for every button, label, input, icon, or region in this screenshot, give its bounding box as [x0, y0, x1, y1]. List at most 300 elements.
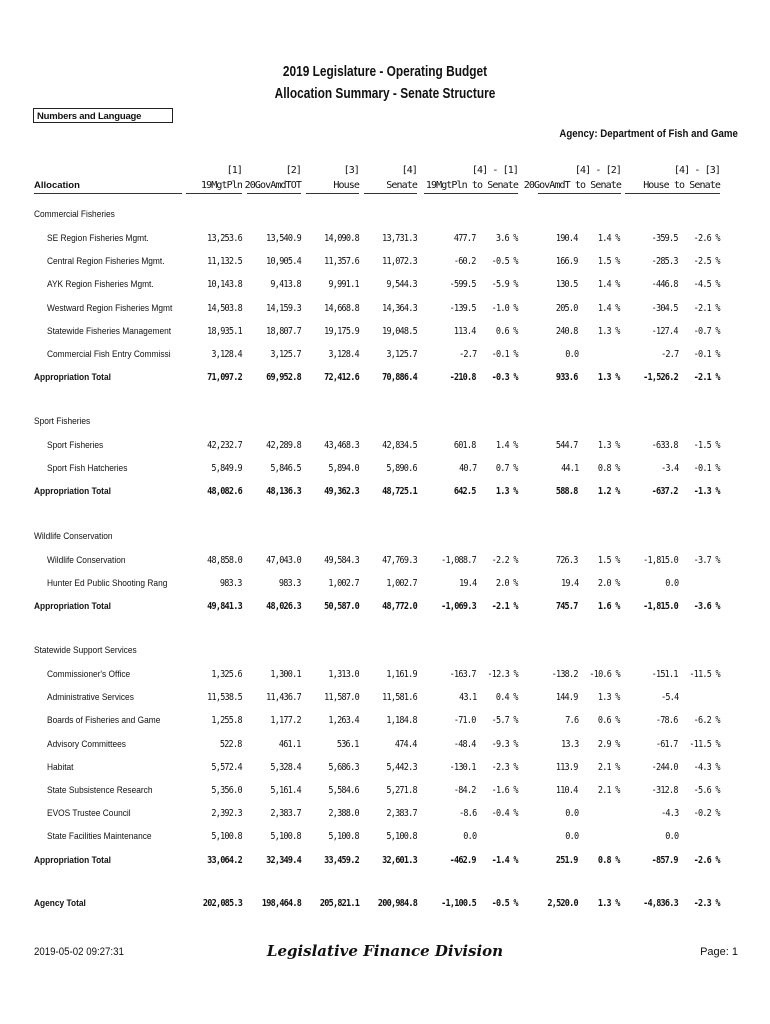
table-cell: 745.7 — [556, 601, 578, 613]
table-cell: -2.1 % — [491, 601, 518, 613]
table-cell: -11.5 % — [689, 669, 720, 680]
table-cell: -637.2 — [651, 486, 678, 498]
table-row-label: Habitat — [47, 761, 74, 773]
table-cell: -359.5 — [651, 233, 678, 244]
table-cell: -0.1 % — [491, 349, 518, 360]
table-cell: 983.3 — [279, 578, 301, 590]
table-cell: 48,082.6 — [207, 486, 242, 498]
table-cell: 5,849.9 — [211, 463, 242, 475]
table-cell: 2.1 % — [598, 761, 620, 773]
table-cell: 1,002.7 — [328, 578, 359, 590]
table-cell: -1,815.0 — [643, 555, 678, 566]
table-cell: 0.7 % — [496, 463, 518, 475]
table-cell: 5,442.3 — [386, 761, 417, 773]
table-cell: 983.3 — [220, 578, 242, 590]
table-cell: 18,807.7 — [266, 325, 301, 337]
table-cell: 48,026.3 — [266, 601, 301, 613]
table-cell: -1,100.5 — [441, 898, 476, 909]
table-cell: -1.3 % — [693, 486, 720, 498]
column-header-rule — [247, 193, 301, 194]
table-cell: 3,128.4 — [211, 349, 242, 360]
table-cell: -312.8 — [651, 785, 678, 796]
table-cell: 32,349.4 — [266, 854, 301, 866]
table-cell: 1,002.7 — [386, 578, 417, 590]
table-cell: 0.0 — [564, 349, 578, 360]
table-cell: 2,383.7 — [270, 808, 301, 820]
table-cell: -60.2 — [454, 256, 476, 268]
table-cell: 2.1 % — [598, 785, 620, 796]
table-cell: 2.9 % — [598, 738, 620, 750]
table-cell: 1.4 % — [598, 233, 620, 244]
table-row-label: State Subsistence Research — [47, 785, 153, 796]
table-cell: 1.4 % — [496, 440, 518, 451]
table-cell: 69,952.8 — [266, 372, 301, 384]
table-cell: 1,263.4 — [328, 715, 359, 727]
table-cell: 48,858.0 — [207, 555, 242, 566]
table-cell: 48,772.0 — [382, 601, 417, 613]
table-cell: 1.4 % — [598, 279, 620, 291]
table-cell: 1.6 % — [598, 601, 620, 613]
table-cell: -48.4 — [454, 738, 476, 750]
footer-page-number: Page: 1 — [700, 946, 738, 958]
table-cell: -0.3 % — [491, 372, 518, 384]
table-cell: 933.6 — [556, 372, 578, 384]
group-heading-label: Sport Fisheries — [34, 416, 91, 427]
group-heading — [0, 416, 770, 430]
table-cell: 43.1 — [458, 692, 476, 704]
table-cell: -4,836.3 — [643, 898, 678, 909]
column-header-rule — [538, 193, 621, 194]
column-header-index: [1] — [226, 165, 242, 176]
table-cell: 1,255.8 — [211, 715, 242, 727]
table-cell: 19,048.5 — [382, 325, 417, 337]
table-cell: -285.3 — [651, 256, 678, 268]
table-cell: 1.2 % — [598, 486, 620, 498]
table-cell: 5,161.4 — [270, 785, 301, 796]
table-cell: -5.9 % — [491, 279, 518, 291]
table-cell: -0.7 % — [693, 325, 720, 337]
table-cell: 474.4 — [395, 738, 417, 750]
table-cell: 5,271.8 — [386, 785, 417, 796]
table-cell: -4.3 — [660, 808, 678, 820]
column-header-label: 19MgtPln — [201, 180, 242, 191]
table-row — [0, 303, 770, 317]
table-cell: -3.4 — [660, 463, 678, 475]
table-row — [0, 349, 770, 363]
table-cell: 1.3 % — [496, 486, 518, 498]
group-heading-label: Wildlife Conservation — [34, 531, 113, 542]
column-header-index: [4] - [2] — [574, 165, 621, 176]
appropriation-total-row — [0, 601, 770, 615]
agency-total-row-label: Agency Total — [34, 898, 86, 909]
column-header-label: House — [333, 180, 359, 191]
table-cell: -2.1 % — [693, 372, 720, 384]
table-cell: 477.7 — [454, 233, 476, 244]
table-cell: 588.8 — [556, 486, 578, 498]
table-row-label: Commercial Fish Entry Commissi — [47, 349, 171, 360]
column-header-index: [2] — [285, 165, 301, 176]
table-row — [0, 669, 770, 683]
table-cell: 0.0 — [664, 831, 678, 843]
table-cell: 49,362.3 — [324, 486, 359, 498]
table-cell: 32,601.3 — [382, 854, 417, 866]
table-cell: 110.4 — [556, 785, 578, 796]
table-cell: -130.1 — [449, 761, 476, 773]
table-cell: 5,894.0 — [328, 463, 359, 475]
table-cell: 71,097.2 — [207, 372, 242, 384]
table-cell: 251.9 — [556, 854, 578, 866]
table-cell: 1,161.9 — [386, 669, 417, 680]
table-cell: 11,132.5 — [207, 256, 242, 268]
table-cell: -9.3 % — [491, 738, 518, 750]
table-cell: -4.3 % — [693, 761, 720, 773]
table-row-label: State Facilities Maintenance — [47, 831, 152, 843]
table-row — [0, 233, 770, 247]
column-header-rule — [625, 193, 720, 194]
column-header-index: [4] - [3] — [673, 165, 720, 176]
table-cell: -1,088.7 — [441, 555, 476, 566]
table-cell: 1.3 % — [598, 898, 620, 909]
table-cell: -210.8 — [449, 372, 476, 384]
table-cell: -11.5 % — [689, 738, 720, 750]
table-cell: 0.0 — [462, 831, 476, 843]
table-cell: 11,538.5 — [207, 692, 242, 704]
column-header-rule — [424, 193, 518, 194]
table-cell: -3.6 % — [693, 601, 720, 613]
table-cell: 0.6 % — [496, 325, 518, 337]
footer-timestamp: 2019-05-02 09:27:31 — [34, 946, 124, 958]
table-cell: -2.1 % — [693, 302, 720, 314]
table-row — [0, 692, 770, 706]
appropriation-total-row-label: Appropriation Total — [34, 372, 111, 384]
appropriation-total-row-label: Appropriation Total — [34, 601, 111, 613]
table-cell: 42,834.5 — [382, 440, 417, 451]
table-cell: 726.3 — [556, 555, 578, 566]
table-row — [0, 256, 770, 270]
table-cell: 14,503.8 — [207, 302, 242, 314]
table-cell: 113.4 — [454, 325, 476, 337]
table-cell: -2.7 — [660, 349, 678, 360]
group-heading — [0, 209, 770, 223]
group-heading-label: Commercial Fisheries — [34, 209, 115, 220]
table-cell: 40.7 — [458, 463, 476, 475]
table-cell: 5,572.4 — [211, 761, 242, 773]
table-cell: -633.8 — [651, 440, 678, 451]
table-cell: -61.7 — [656, 738, 678, 750]
table-cell: 3,128.4 — [328, 349, 359, 360]
table-row-label: SE Region Fisheries Mgmt. — [47, 233, 149, 244]
appropriation-total-row-label: Appropriation Total — [34, 854, 111, 866]
table-cell: 14,090.8 — [324, 233, 359, 244]
table-cell: 7.6 — [564, 715, 578, 727]
table-cell: -1.6 % — [491, 785, 518, 796]
table-cell: 1.5 % — [598, 555, 620, 566]
table-row-label: Sport Fish Hatcheries — [47, 463, 128, 475]
table-cell: -1.4 % — [491, 854, 518, 866]
footer-division: Legislative Finance Division — [266, 942, 504, 960]
table-cell: 14,668.8 — [324, 302, 359, 314]
table-cell: 1.3 % — [598, 372, 620, 384]
table-cell: -0.4 % — [491, 808, 518, 820]
table-cell: -304.5 — [651, 302, 678, 314]
table-row-label: Hunter Ed Public Shooting Rang — [47, 578, 168, 590]
table-cell: 2,520.0 — [547, 898, 578, 909]
table-cell: -84.2 — [454, 785, 476, 796]
table-cell: 205.0 — [556, 302, 578, 314]
table-row — [0, 440, 770, 454]
table-cell: 9,413.8 — [270, 279, 301, 291]
table-cell: 44.1 — [560, 463, 578, 475]
table-cell: 2,388.0 — [328, 808, 359, 820]
section-label-box: Numbers and Language — [33, 108, 173, 123]
table-cell: 0.4 % — [496, 692, 518, 704]
group-heading — [0, 645, 770, 659]
column-header-label: Senate — [386, 180, 417, 191]
table-cell: 3,125.7 — [270, 349, 301, 360]
table-cell: 50,587.0 — [324, 601, 359, 613]
table-cell: 536.1 — [337, 738, 359, 750]
table-cell: 1.4 % — [598, 302, 620, 314]
table-row — [0, 555, 770, 569]
table-cell: 642.5 — [454, 486, 476, 498]
table-cell: -5.7 % — [491, 715, 518, 727]
table-cell: -10.6 % — [589, 669, 620, 680]
table-row — [0, 739, 770, 753]
table-cell: 11,357.6 — [324, 256, 359, 268]
table-cell: 0.0 — [664, 578, 678, 590]
table-cell: -6.2 % — [693, 715, 720, 727]
appropriation-total-row — [0, 855, 770, 869]
table-row — [0, 831, 770, 845]
table-cell: 10,143.8 — [207, 279, 242, 291]
table-row-label: Central Region Fisheries Mgmt. — [47, 256, 165, 268]
table-row-label: Wildlife Conservation — [47, 555, 126, 566]
table-cell: 1.5 % — [598, 256, 620, 268]
column-header-index: [3] — [343, 165, 359, 176]
table-cell: 42,289.8 — [266, 440, 301, 451]
table-cell: 205,821.1 — [319, 898, 359, 909]
column-header-label: 20GovAmdT to Senate — [523, 180, 621, 191]
table-cell: 48,725.1 — [382, 486, 417, 498]
column-header-label: House to Senate — [643, 180, 720, 191]
table-cell: 10,905.4 — [266, 256, 301, 268]
table-cell: 2,383.7 — [386, 808, 417, 820]
table-cell: 0.0 — [564, 808, 578, 820]
allocation-column-header: Allocation — [34, 180, 80, 191]
table-cell: 47,769.3 — [382, 555, 417, 566]
table-cell: 2,392.3 — [211, 808, 242, 820]
table-cell: -0.5 % — [491, 256, 518, 268]
column-header-rule — [306, 193, 359, 194]
table-cell: -163.7 — [449, 669, 476, 680]
table-row — [0, 715, 770, 729]
table-cell: 19.4 — [560, 578, 578, 590]
table-cell: -2.2 % — [491, 555, 518, 566]
table-cell: 5,100.8 — [211, 831, 242, 843]
table-cell: 1,313.0 — [328, 669, 359, 680]
table-cell: 14,364.3 — [382, 302, 417, 314]
table-cell: -138.2 — [551, 669, 578, 680]
table-cell: 13.3 — [560, 738, 578, 750]
table-row — [0, 578, 770, 592]
group-heading-label: Statewide Support Services — [34, 645, 137, 656]
agency-label: Agency: Department of Fish and Game — [559, 128, 738, 140]
table-cell: -0.1 % — [693, 463, 720, 475]
table-cell: 5,100.8 — [328, 831, 359, 843]
table-cell: -599.5 — [449, 279, 476, 291]
table-cell: 11,587.0 — [324, 692, 359, 704]
table-cell: -0.2 % — [693, 808, 720, 820]
table-cell: -5.6 % — [693, 785, 720, 796]
table-cell: -1.5 % — [693, 440, 720, 451]
table-cell: -78.6 — [656, 715, 678, 727]
group-heading — [0, 531, 770, 545]
table-cell: 1.3 % — [598, 325, 620, 337]
table-cell: 200,984.8 — [377, 898, 417, 909]
table-cell: -139.5 — [449, 302, 476, 314]
table-row-label: Advisory Committees — [47, 738, 126, 750]
table-row-label: EVOS Trustee Council — [47, 808, 131, 820]
table-cell: 9,544.3 — [386, 279, 417, 291]
appropriation-total-row — [0, 372, 770, 386]
table-cell: 11,436.7 — [266, 692, 301, 704]
table-cell: -71.0 — [454, 715, 476, 727]
table-cell: 0.8 % — [598, 854, 620, 866]
table-cell: 113.9 — [556, 761, 578, 773]
table-cell: 13,540.9 — [266, 233, 301, 244]
table-cell: 5,686.3 — [328, 761, 359, 773]
table-cell: -4.5 % — [693, 279, 720, 291]
table-cell: -127.4 — [651, 325, 678, 337]
table-cell: -3.7 % — [693, 555, 720, 566]
table-cell: -1,069.3 — [441, 601, 476, 613]
table-cell: 198,464.8 — [261, 898, 301, 909]
table-row-label: Sport Fisheries — [47, 440, 104, 451]
table-cell: 11,072.3 — [382, 256, 417, 268]
table-cell: -2.6 % — [693, 233, 720, 244]
table-cell: 461.1 — [279, 738, 301, 750]
table-cell: -244.0 — [651, 761, 678, 773]
table-cell: -462.9 — [449, 854, 476, 866]
table-row-label: Administrative Services — [47, 692, 134, 704]
table-cell: 13,253.6 — [207, 233, 242, 244]
table-row — [0, 762, 770, 776]
table-cell: 47,043.0 — [266, 555, 301, 566]
table-cell: 601.8 — [454, 440, 476, 451]
table-cell: 5,890.6 — [386, 463, 417, 475]
table-cell: 49,584.3 — [324, 555, 359, 566]
table-row-label: Statewide Fisheries Management — [47, 325, 172, 337]
table-cell: -2.6 % — [693, 854, 720, 866]
table-row-label: Boards of Fisheries and Game — [47, 715, 161, 727]
table-cell: -2.3 % — [693, 898, 720, 909]
table-cell: 2.0 % — [598, 578, 620, 590]
table-cell: 72,412.6 — [324, 372, 359, 384]
table-cell: 190.4 — [556, 233, 578, 244]
table-cell: 5,100.8 — [270, 831, 301, 843]
table-cell: 1,177.2 — [270, 715, 301, 727]
table-cell: 1,184.8 — [386, 715, 417, 727]
table-cell: 19.4 — [458, 578, 476, 590]
table-cell: 3.6 % — [496, 233, 518, 244]
table-row — [0, 279, 770, 293]
table-cell: -2.5 % — [693, 256, 720, 268]
column-header-index: [4] — [401, 165, 417, 176]
report-subtitle: Allocation Summary - Senate Structure — [274, 86, 496, 102]
table-cell: 5,356.0 — [211, 785, 242, 796]
table-cell: 48,136.3 — [266, 486, 301, 498]
table-cell: 1.3 % — [598, 692, 620, 704]
table-cell: -1.0 % — [491, 302, 518, 314]
table-cell: 19,175.9 — [324, 325, 359, 337]
table-cell: 240.8 — [556, 325, 578, 337]
table-cell: 5,584.6 — [328, 785, 359, 796]
column-header-label: 20GovAmdTOT — [244, 180, 301, 191]
table-cell: 70,886.4 — [382, 372, 417, 384]
table-cell: 13,731.3 — [382, 233, 417, 244]
table-cell: 0.6 % — [598, 715, 620, 727]
table-cell: -446.8 — [651, 279, 678, 291]
table-cell: 1.3 % — [598, 440, 620, 451]
table-cell: 43,468.3 — [324, 440, 359, 451]
column-header-rule — [186, 193, 242, 194]
table-cell: 49,841.3 — [207, 601, 242, 613]
table-cell: -2.7 — [458, 349, 476, 360]
table-cell: 166.9 — [556, 256, 578, 268]
table-row — [0, 808, 770, 822]
table-cell: 544.7 — [556, 440, 578, 451]
report-title: 2019 Legislature - Operating Budget — [282, 64, 488, 80]
table-cell: 33,459.2 — [324, 854, 359, 866]
table-cell: -8.6 — [458, 808, 476, 820]
table-cell: 1,300.1 — [270, 669, 301, 680]
table-cell: -1,815.0 — [643, 601, 678, 613]
table-cell: 11,581.6 — [382, 692, 417, 704]
table-cell: -1,526.2 — [643, 372, 678, 384]
appropriation-total-row-label: Appropriation Total — [34, 486, 111, 498]
appropriation-total-row — [0, 486, 770, 500]
table-cell: -0.5 % — [491, 898, 518, 909]
table-cell: 2.0 % — [496, 578, 518, 590]
table-cell: -151.1 — [651, 669, 678, 680]
table-cell: 522.8 — [220, 738, 242, 750]
table-cell: 18,935.1 — [207, 325, 242, 337]
table-cell: 5,846.5 — [270, 463, 301, 475]
table-cell: -857.9 — [651, 854, 678, 866]
table-cell: 14,159.3 — [266, 302, 301, 314]
table-row-label: AYK Region Fisheries Mgmt. — [47, 279, 154, 291]
table-cell: -12.3 % — [487, 669, 518, 680]
table-row — [0, 785, 770, 799]
table-row — [0, 463, 770, 477]
table-cell: 42,232.7 — [207, 440, 242, 451]
table-cell: 0.8 % — [598, 463, 620, 475]
table-row-label: Westward Region Fisheries Mgmt — [47, 302, 173, 314]
column-header-index: [4] - [1] — [471, 165, 518, 176]
table-cell: 144.9 — [556, 692, 578, 704]
table-row — [0, 326, 770, 340]
table-cell: 33,064.2 — [207, 854, 242, 866]
table-cell: 5,328.4 — [270, 761, 301, 773]
table-cell: -5.4 — [660, 692, 678, 704]
agency-total-row — [0, 898, 770, 912]
table-cell: 5,100.8 — [386, 831, 417, 843]
table-cell: 130.5 — [556, 279, 578, 291]
column-header-rule — [364, 193, 417, 194]
table-cell: -0.1 % — [693, 349, 720, 360]
table-cell: -2.3 % — [491, 761, 518, 773]
table-cell: 3,125.7 — [386, 349, 417, 360]
